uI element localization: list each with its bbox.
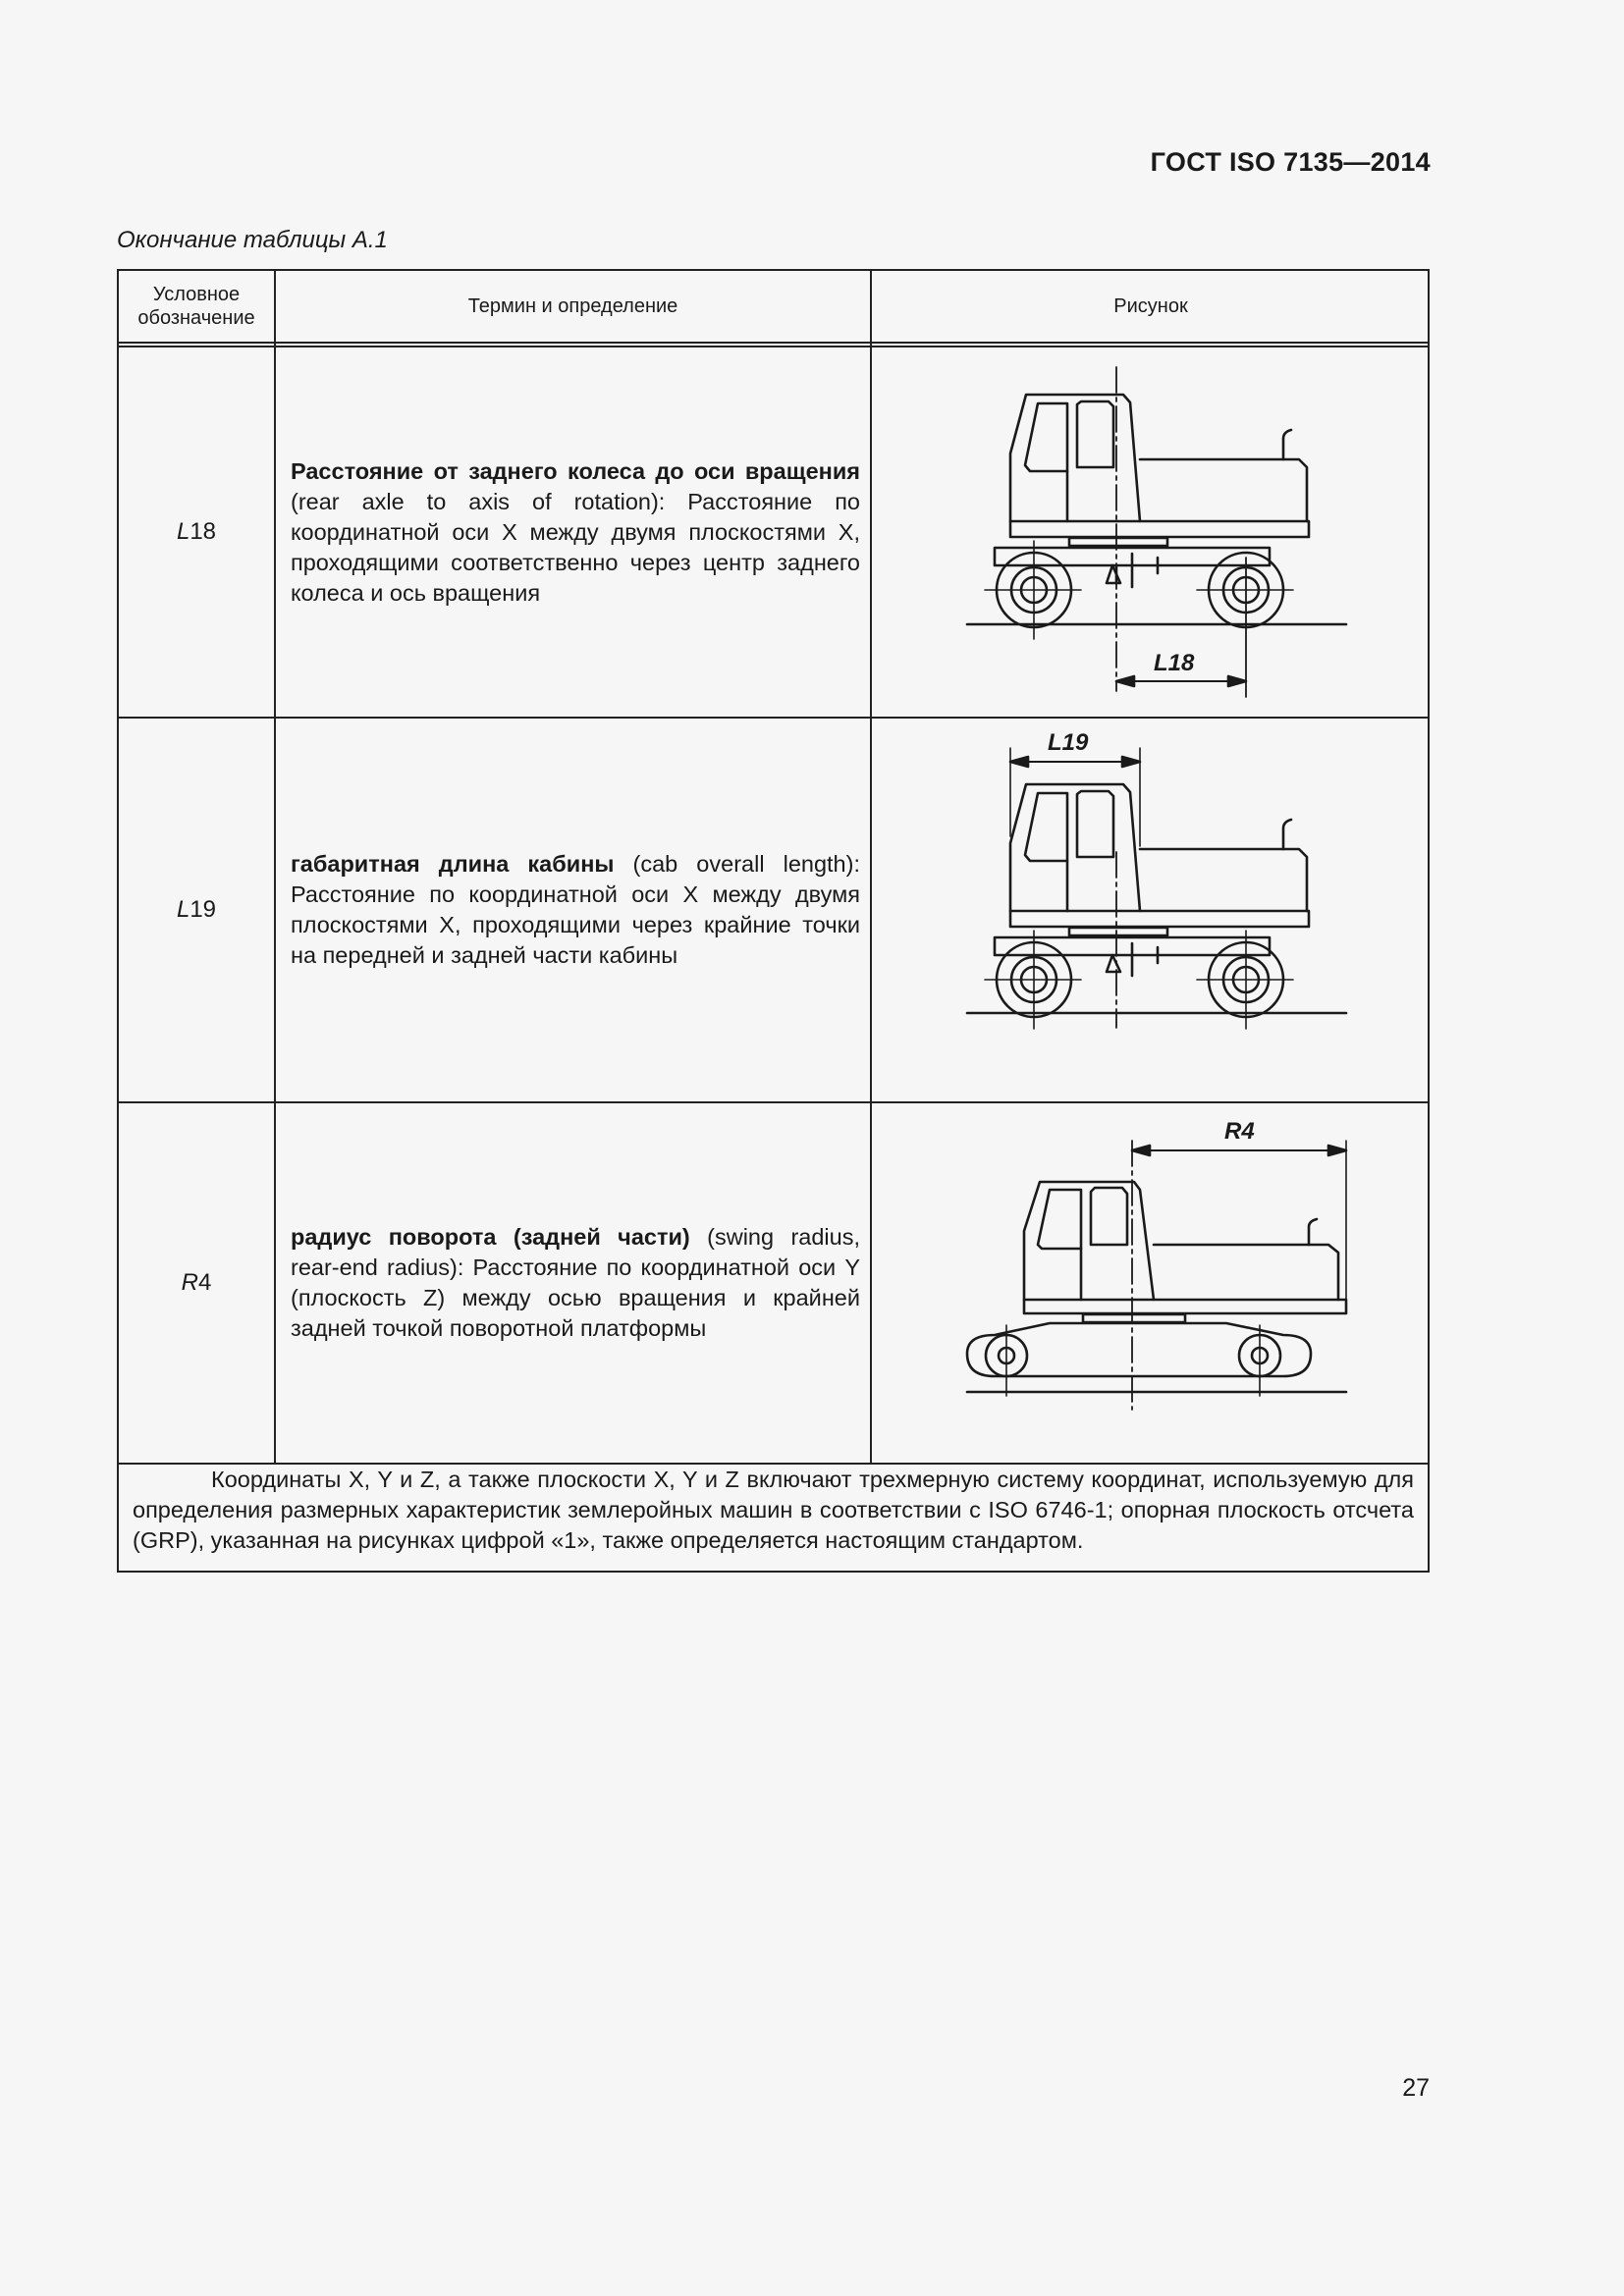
figure-tracked-excavator-r4 xyxy=(873,1103,1428,1463)
term-name: габаритная длина кабины xyxy=(291,851,615,877)
definitions-table xyxy=(117,269,1430,1573)
table-row-symbol: R4 xyxy=(181,1269,212,1296)
page-number: 27 xyxy=(1402,2074,1430,2102)
table-row-definition xyxy=(291,719,860,1101)
term-definition: (rear axle to axis of rotation): Расстояние по координатной оси X между двумя плоскостями X, проходящими соответственно через центр заднего колеса и ось вращения xyxy=(291,488,860,606)
table-row-definition xyxy=(291,347,860,717)
table-row-symbol: L18 xyxy=(176,518,217,545)
column-header-symbol: Условное обозначение xyxy=(137,284,255,329)
table-row-definition xyxy=(291,1103,860,1463)
column-header-figure: Рисунок xyxy=(1113,295,1188,317)
column-header-term: Термин и определение xyxy=(467,295,678,317)
dimension-label-l18: L18 xyxy=(1154,650,1195,676)
table-row-symbol: L19 xyxy=(176,896,217,923)
figure-wheeled-excavator-l18 xyxy=(873,347,1428,717)
term-name: радиус поворота (задней части) xyxy=(291,1224,690,1250)
column-divider xyxy=(870,271,872,1465)
term-definition: (swing radius, rear-end radius): Расстояние по координатной оси Y (плоскость Z) между осью вращения и крайней задней точкой поворотной платформы xyxy=(291,1224,860,1341)
term-name: Расстояние от заднего колеса до оси вращения xyxy=(291,457,860,484)
dimension-label-r4: R4 xyxy=(1224,1118,1255,1145)
figure-wheeled-excavator-l19 xyxy=(873,719,1428,1101)
row-divider xyxy=(119,342,1428,344)
table-caption: Окончание таблицы А.1 xyxy=(117,227,388,253)
column-divider xyxy=(274,271,276,1465)
dimension-label-l19: L19 xyxy=(1048,729,1089,756)
term-definition: (cab overall length): Расстояние по координатной оси X между двумя плоскостями X, проходящими через крайние точки на передней и задней части кабины xyxy=(291,851,860,968)
document-header: ГОСТ ISO 7135—2014 xyxy=(1150,147,1431,177)
table-note: Координаты X, Y и Z, а также плоскости X, Y и Z включают трехмерную систему координат, используемую для определения размерных характеристик землеройных машин в соответствии с ISO 6746-1; опорная плоскость отсчета (GRP), указанная на рисунках цифрой «1», также определяется настоящим стандартом. xyxy=(133,1467,1414,1553)
